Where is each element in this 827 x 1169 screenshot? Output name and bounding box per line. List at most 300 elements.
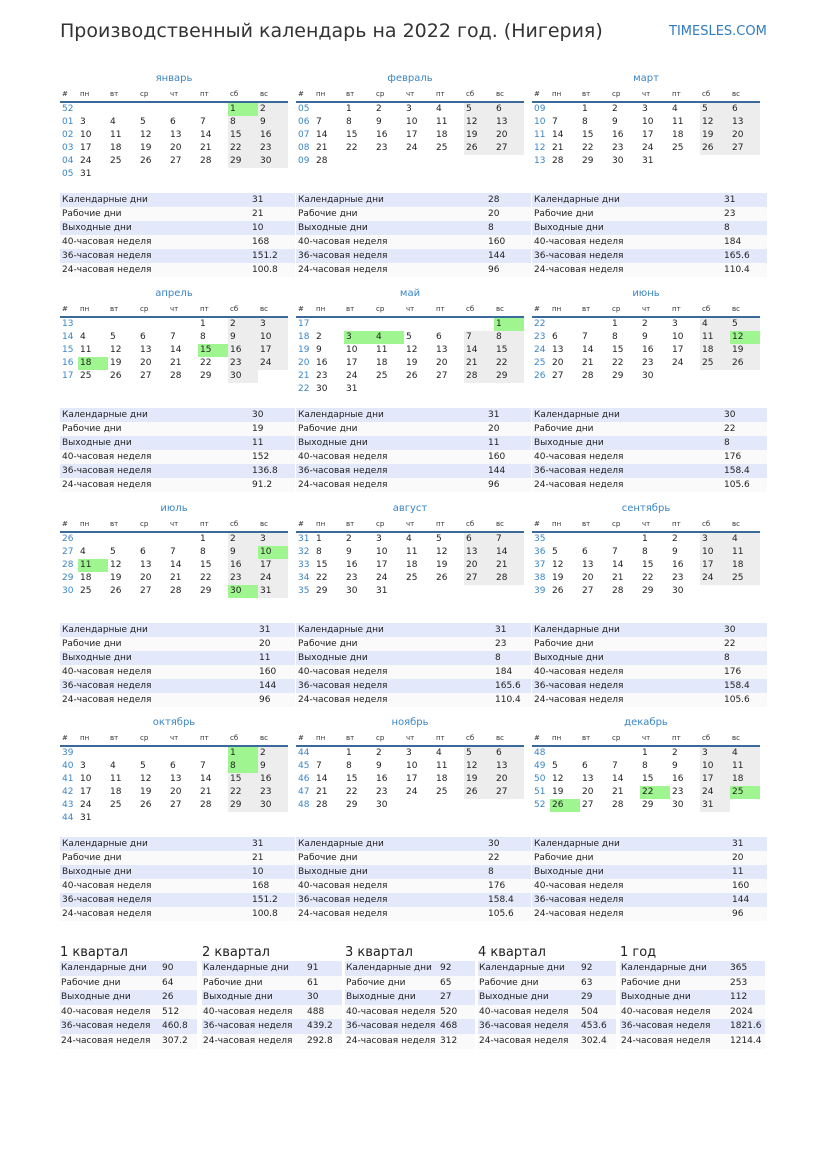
weekday-header: пн	[78, 88, 108, 102]
day-cell: 9	[316, 345, 322, 355]
day-cell: 21	[612, 787, 624, 797]
stat-value: 31	[730, 837, 767, 851]
day-cell: 8	[612, 332, 618, 342]
day-cell: 29	[316, 586, 328, 596]
day-cell: 29	[228, 155, 258, 168]
stat-value: 10	[250, 221, 295, 235]
day-cell: 11	[436, 761, 448, 771]
stat-label: Календарные дни	[478, 961, 580, 976]
day-cell: 13	[582, 560, 594, 570]
day-cell: 25	[730, 572, 760, 585]
stat-label: Календарные дни	[296, 193, 486, 207]
stat-value: 168	[250, 879, 295, 893]
weekday-header-row	[60, 88, 288, 102]
day-cell: 5	[552, 761, 558, 771]
day-cell: 15	[494, 344, 524, 357]
week-number: 41	[62, 774, 74, 784]
month-days-table	[532, 518, 760, 598]
weekday-header: вт	[580, 303, 610, 317]
day-cell: 6	[582, 547, 588, 557]
stat-row	[60, 665, 295, 679]
stat-value: 11	[250, 436, 295, 450]
day-cell: 26	[700, 142, 730, 155]
stat-row	[532, 665, 767, 679]
day-cell: 18	[730, 773, 760, 786]
stat-value: 105.6	[486, 907, 531, 921]
weekday-header: пн	[550, 518, 580, 532]
day-cell	[78, 317, 108, 331]
stat-row	[296, 907, 531, 921]
day-cell	[168, 812, 198, 825]
day-cell: 26	[730, 357, 760, 370]
site-brand-link[interactable]: TIMESLES.COM	[669, 24, 767, 39]
day-cell: 2	[672, 534, 678, 544]
stat-value: 144	[486, 464, 531, 478]
day-cell	[404, 155, 434, 168]
week-row	[532, 786, 760, 799]
day-cell: 16	[258, 129, 288, 142]
weekday-header: пт	[434, 303, 464, 317]
day-cell: 24	[700, 786, 730, 799]
stat-value: 23	[493, 637, 531, 651]
day-cell: 8	[346, 761, 352, 771]
stat-value: 96	[486, 478, 531, 492]
day-cell: 28	[464, 370, 494, 383]
stat-label: 40-часовая неделя	[532, 879, 730, 893]
weekday-header: ср	[374, 303, 404, 317]
week-number: 09	[534, 104, 546, 114]
weekday-header: #	[60, 518, 78, 532]
stat-row	[345, 990, 475, 1005]
stat-label: 36-часовая неделя	[532, 464, 722, 478]
stat-row	[532, 865, 767, 879]
day-cell	[168, 746, 198, 760]
stat-row	[345, 1019, 475, 1034]
stat-row	[60, 623, 295, 637]
day-cell: 18	[110, 787, 122, 797]
day-cell: 8	[200, 332, 206, 342]
stat-label: 36-часовая неделя	[60, 249, 250, 263]
stat-row	[296, 408, 531, 422]
day-cell: 28	[170, 371, 182, 381]
stat-label: Выходные дни	[296, 651, 493, 665]
weekday-header-row	[60, 732, 288, 746]
day-cell: 28	[316, 156, 328, 166]
stat-row	[478, 976, 616, 991]
stat-label: Выходные дни	[532, 221, 722, 235]
day-cell: 31	[642, 156, 654, 166]
stat-label: Выходные дни	[345, 990, 439, 1005]
day-cell: 27	[582, 586, 594, 596]
month-calendar	[296, 72, 524, 168]
day-cell	[108, 168, 138, 181]
day-cell: 24	[672, 358, 684, 368]
page-title: Производственный календарь на 2022 год. (Нигерия)	[60, 20, 603, 42]
stat-label: Рабочие дни	[532, 207, 722, 221]
week-row	[296, 799, 524, 812]
day-cell: 4	[730, 746, 760, 760]
weekday-header: вс	[258, 732, 288, 746]
stat-value: 520	[439, 1005, 475, 1020]
stat-value: 302.4	[580, 1034, 616, 1049]
stat-row	[532, 907, 767, 921]
stat-row	[532, 263, 767, 277]
day-cell: 15	[642, 560, 654, 570]
month-stats-table	[532, 408, 767, 492]
week-row	[532, 532, 760, 546]
weekday-header: #	[296, 732, 314, 746]
weekday-header: #	[296, 303, 314, 317]
week-number: 52	[62, 104, 74, 114]
day-cell: 12	[140, 774, 152, 784]
stat-label: 24-часовая неделя	[60, 907, 250, 921]
day-cell: 15	[346, 774, 358, 784]
month-stats-table	[60, 623, 295, 707]
weekday-header-row	[532, 518, 760, 532]
weekday-header: чт	[168, 732, 198, 746]
stat-row	[202, 1034, 342, 1049]
day-cell: 7	[612, 547, 618, 557]
stat-row	[478, 1034, 616, 1049]
day-cell: 22	[228, 786, 258, 799]
month-stats-table	[296, 408, 531, 492]
weekday-header: вс	[494, 303, 524, 317]
stat-row	[296, 464, 531, 478]
stat-row	[202, 976, 342, 991]
weekday-header: ср	[138, 518, 168, 532]
stat-value: 92	[439, 961, 475, 976]
day-cell: 21	[316, 143, 328, 153]
weekday-header: ср	[610, 88, 640, 102]
day-cell: 8	[346, 117, 352, 127]
stat-row	[296, 879, 531, 893]
month-name: октябрь	[152, 717, 196, 728]
stat-row	[296, 679, 531, 693]
holiday-day-cell: 11	[78, 559, 108, 572]
week-number: 47	[298, 787, 310, 797]
stat-value: 30	[306, 990, 342, 1005]
week-number: 26	[62, 534, 74, 544]
stat-label: 36-часовая неделя	[296, 464, 486, 478]
day-cell: 7	[582, 332, 588, 342]
day-cell	[314, 746, 344, 760]
day-cell	[580, 746, 610, 760]
weekday-header: #	[532, 518, 550, 532]
week-row	[296, 532, 524, 546]
stat-value: 160	[486, 450, 531, 464]
day-cell: 23	[376, 143, 388, 153]
day-cell: 4	[700, 317, 730, 331]
day-cell: 20	[494, 773, 524, 786]
week-number: 07	[298, 130, 310, 140]
day-cell: 11	[672, 117, 684, 127]
day-cell: 11	[436, 117, 448, 127]
week-row	[296, 102, 524, 116]
stat-label: Рабочие дни	[296, 637, 493, 651]
stat-label: 40-часовая неделя	[60, 450, 250, 464]
day-cell: 23	[672, 573, 684, 583]
day-cell: 2	[376, 748, 382, 758]
day-cell: 9	[672, 761, 678, 771]
stat-row	[532, 464, 767, 478]
day-cell: 24	[258, 572, 288, 585]
day-cell: 7	[612, 761, 618, 771]
week-row	[296, 142, 524, 155]
day-cell: 23	[642, 358, 654, 368]
day-cell: 13	[582, 774, 594, 784]
week-row	[296, 559, 524, 572]
week-number: 27	[62, 547, 74, 557]
day-cell: 4	[436, 748, 442, 758]
week-row	[532, 746, 760, 760]
day-cell: 12	[140, 130, 152, 140]
week-number: 01	[62, 117, 74, 127]
week-number: 44	[298, 748, 310, 758]
day-cell: 20	[170, 787, 182, 797]
quarter-stats-table	[202, 961, 342, 1049]
day-cell: 5	[140, 117, 146, 127]
day-cell: 14	[200, 130, 212, 140]
day-cell: 18	[110, 143, 122, 153]
week-number: 30	[62, 586, 74, 596]
weekday-header: вт	[344, 732, 374, 746]
day-cell	[464, 383, 494, 396]
month-days-table	[532, 303, 760, 383]
stat-value: 160	[257, 665, 295, 679]
day-cell: 1	[200, 534, 206, 544]
day-cell: 11	[80, 345, 92, 355]
weekday-header: вс	[494, 518, 524, 532]
stat-row	[60, 1005, 197, 1020]
week-row	[532, 331, 760, 344]
day-cell: 2	[346, 534, 352, 544]
weekday-header: пт	[670, 88, 700, 102]
month-days-table	[60, 732, 288, 825]
week-row	[296, 344, 524, 357]
weekday-header: сб	[228, 303, 258, 317]
day-cell: 31	[80, 169, 92, 179]
stat-row	[532, 193, 767, 207]
day-cell: 29	[612, 371, 624, 381]
stat-value: 31	[250, 837, 295, 851]
day-cell: 10	[80, 130, 92, 140]
day-cell	[314, 317, 344, 331]
stat-label: Выходные дни	[532, 436, 722, 450]
day-cell: 3	[700, 746, 730, 760]
week-row	[532, 559, 760, 572]
day-cell	[464, 585, 494, 598]
weekday-header: вт	[108, 303, 138, 317]
day-cell: 17	[346, 358, 358, 368]
weekday-header-row	[296, 303, 524, 317]
day-cell: 7	[552, 117, 558, 127]
day-cell	[198, 746, 228, 760]
day-cell: 14	[464, 344, 494, 357]
weekday-header: вс	[258, 303, 288, 317]
day-cell: 2	[258, 746, 288, 760]
stat-row	[60, 837, 295, 851]
day-cell	[404, 799, 434, 812]
month-calendar	[532, 716, 760, 812]
stat-value: 184	[722, 235, 767, 249]
day-cell	[228, 812, 258, 825]
week-row	[532, 317, 760, 331]
day-cell	[168, 532, 198, 546]
month-stats-table	[532, 193, 767, 277]
stat-row	[532, 623, 767, 637]
stat-label: Календарные дни	[532, 837, 730, 851]
stat-value: 31	[250, 193, 295, 207]
month-name: апрель	[155, 288, 193, 299]
day-cell: 16	[672, 560, 684, 570]
stat-row	[345, 1034, 475, 1049]
day-cell: 15	[582, 130, 594, 140]
day-cell: 20	[436, 358, 448, 368]
stat-value: 168	[250, 235, 295, 249]
day-cell	[580, 317, 610, 331]
quarter-title: 2 квартал	[202, 945, 270, 960]
weekday-header: #	[60, 303, 78, 317]
weekday-header: вс	[258, 88, 288, 102]
day-cell: 23	[258, 142, 288, 155]
month-name: сентябрь	[621, 503, 671, 514]
stat-value: 31	[722, 193, 767, 207]
stat-row	[60, 464, 295, 478]
month-days-table	[296, 732, 524, 812]
day-cell: 4	[406, 534, 412, 544]
holiday-day-cell: 1	[228, 102, 258, 116]
day-cell: 5	[140, 761, 146, 771]
month-stats-table	[296, 837, 531, 921]
week-number: 23	[534, 332, 546, 342]
stat-row	[478, 961, 616, 976]
stat-row	[478, 990, 616, 1005]
day-cell	[198, 102, 228, 116]
day-cell: 29	[642, 586, 654, 596]
day-cell: 4	[110, 761, 116, 771]
stat-label: 24-часовая неделя	[532, 263, 722, 277]
week-row	[60, 532, 288, 546]
day-cell: 25	[80, 371, 92, 381]
day-cell: 21	[582, 358, 594, 368]
week-number: 36	[534, 547, 546, 557]
day-cell: 30	[672, 586, 684, 596]
week-number: 32	[298, 547, 310, 557]
week-row	[532, 773, 760, 786]
weekday-header: чт	[404, 518, 434, 532]
weekday-header-row	[532, 88, 760, 102]
stat-value: 8	[722, 651, 767, 665]
month-days-table	[532, 732, 760, 812]
day-cell: 8	[316, 547, 322, 557]
day-cell: 25	[672, 143, 684, 153]
day-cell	[550, 532, 580, 546]
day-cell: 25	[406, 573, 418, 583]
stat-value: 8	[722, 436, 767, 450]
weekday-header: сб	[700, 732, 730, 746]
stat-row	[60, 865, 295, 879]
stat-value: 100.8	[250, 907, 295, 921]
stat-row	[345, 1005, 475, 1020]
day-cell: 29	[582, 156, 594, 166]
day-cell: 28	[612, 586, 624, 596]
stat-value: 65	[439, 976, 475, 991]
month-name: январь	[155, 73, 193, 84]
week-row	[532, 155, 760, 168]
week-row	[60, 142, 288, 155]
day-cell: 16	[672, 774, 684, 784]
week-row	[296, 760, 524, 773]
day-cell: 25	[436, 143, 448, 153]
stat-label: 24-часовая неделя	[60, 1034, 161, 1049]
day-cell: 25	[110, 156, 122, 166]
stat-value: 31	[493, 623, 531, 637]
day-cell: 22	[612, 358, 624, 368]
day-cell	[730, 155, 760, 168]
week-row	[296, 572, 524, 585]
weekday-header: сб	[228, 732, 258, 746]
holiday-day-cell: 1	[494, 317, 524, 331]
day-cell: 20	[170, 143, 182, 153]
weekday-header: вт	[344, 518, 374, 532]
day-cell: 1	[642, 748, 648, 758]
month-calendar	[296, 502, 524, 598]
month-name: декабрь	[624, 717, 668, 728]
month-days-table	[532, 88, 760, 168]
stat-value: 61	[306, 976, 342, 991]
week-row	[60, 546, 288, 559]
stat-row	[532, 679, 767, 693]
stat-label: Выходные дни	[60, 221, 250, 235]
day-cell: 17	[672, 345, 684, 355]
weekday-header: пн	[314, 303, 344, 317]
week-row	[532, 546, 760, 559]
stat-value: 365	[729, 961, 765, 976]
day-cell: 9	[612, 117, 618, 127]
day-cell: 12	[552, 560, 564, 570]
day-cell: 24	[258, 357, 288, 370]
day-cell: 18	[436, 774, 448, 784]
day-cell: 9	[672, 547, 678, 557]
day-cell: 19	[730, 344, 760, 357]
weekday-header: чт	[404, 303, 434, 317]
stat-label: 40-часовая неделя	[532, 450, 722, 464]
week-row	[60, 102, 288, 116]
week-number: 52	[534, 800, 546, 810]
day-cell: 24	[406, 787, 418, 797]
holiday-day-cell: 12	[730, 331, 760, 344]
stat-row	[60, 263, 295, 277]
day-cell	[108, 317, 138, 331]
day-cell: 20	[494, 129, 524, 142]
week-number: 17	[298, 319, 310, 329]
day-cell: 17	[258, 559, 288, 572]
stat-value: 30	[722, 408, 767, 422]
week-row	[532, 116, 760, 129]
day-cell: 10	[376, 547, 388, 557]
week-number: 25	[534, 358, 546, 368]
stat-value: 100.8	[250, 263, 295, 277]
stat-value: 1214.4	[729, 1034, 765, 1049]
quarter-stats-table	[478, 961, 616, 1049]
stat-label: 36-часовая неделя	[532, 249, 722, 263]
stat-row	[60, 408, 295, 422]
holiday-day-cell: 4	[374, 331, 404, 344]
day-cell: 17	[700, 559, 730, 572]
weekday-header: вс	[730, 88, 760, 102]
day-cell: 27	[436, 371, 448, 381]
weekday-header: пт	[198, 88, 228, 102]
